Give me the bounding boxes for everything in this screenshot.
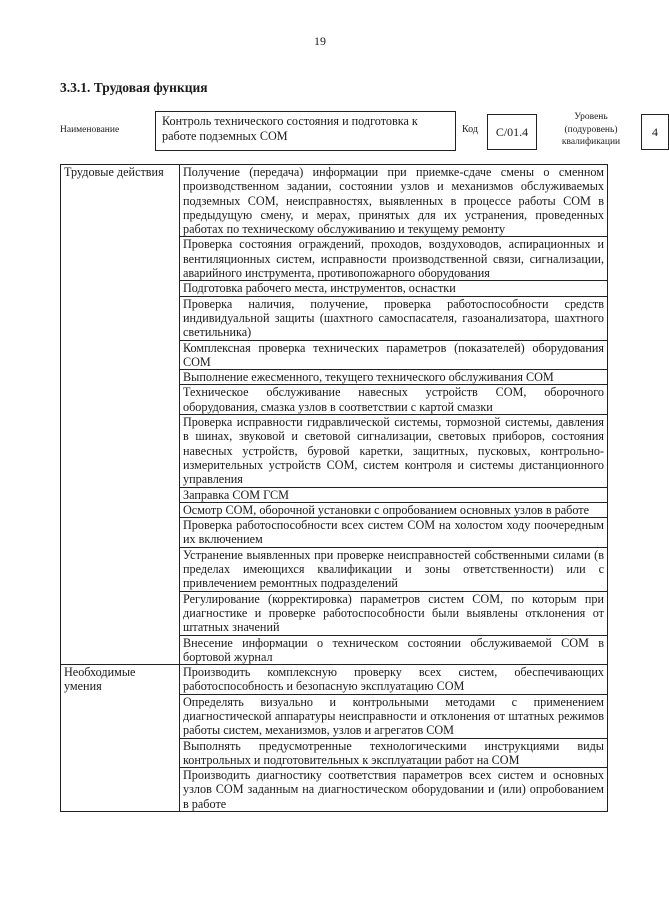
name-label: Наименование — [60, 125, 120, 135]
table-cell: Осмотр СОМ, оборочной установки с опробованием основных узлов в работе — [180, 502, 608, 517]
section-title: 3.3.1. Трудовая функция — [60, 80, 208, 95]
table-cell: Комплексная проверка технических параметров (показателей) оборудования СОМ — [180, 340, 608, 370]
table-cell: Проверка состояния ограждений, проходов, воздуховодов, аспирационных и вентиляционных систем, исправности производственной связи, сигнализации, аварийного инструмента, противопожарного оборудования — [180, 237, 608, 281]
table-cell: Производить комплексную проверку всех систем, обеспечивающих работоспособность и безопасную эксплуатацию СОМ — [180, 665, 608, 695]
code-value-box: С/01.4 — [487, 114, 537, 150]
table-cell: Проверка исправности гидравлической системы, тормозной системы, давления в шинах, звуковой и световой сигнализации, световых приборов, состояния навесных устройств, буровой каретки, защитных, пусковых, контрольно-измерительных устройств СОМ, систем контроля и системы дистанционного управления — [180, 415, 608, 487]
level-label-line: квалификации — [561, 137, 621, 147]
category-cell: Необходимые умения — [61, 665, 180, 812]
table-cell: Внесение информации о техническом состоянии обслуживаемой СОМ в бортовой журнал — [180, 635, 608, 665]
table-cell: Выполнение ежесменного, текущего технического обслуживания СОМ — [180, 370, 608, 385]
table-row — [61, 665, 608, 695]
table-cell: Заправка СОМ ГСМ — [180, 487, 608, 502]
qualification-level-label — [549, 111, 633, 149]
table-cell: Производить диагностику соответствия параметров всех систем и основных узлов СОМ заданным на диагностическом оборудовании и (или) опробованием в работе — [180, 768, 608, 812]
table-cell: Определять визуально и контрольными методами с применением диагностической аппаратуры неисправности и отклонения от штатных режимов работы систем, механизмов, узлов и агрегатов СОМ — [180, 694, 608, 738]
code-label: Код — [462, 124, 478, 135]
table-cell: Подготовка рабочего места, инструментов, оснастки — [180, 281, 608, 296]
function-table — [60, 164, 608, 812]
table-cell: Регулирование (корректировка) параметров систем СОМ, по которым при диагностике и проверке работоспособности были выявлены отклонения от штатных значений — [180, 591, 608, 635]
function-header — [60, 111, 658, 151]
level-value-box: 4 — [641, 114, 669, 150]
table-cell: Техническое обслуживание навесных устройств СОМ, оборочного оборудования, смазка узлов в соответствии с картой смазки — [180, 385, 608, 415]
level-label-line: Уровень — [574, 112, 608, 122]
table-row — [61, 165, 608, 237]
table-cell: Проверка наличия, получение, проверка работоспособности средств индивидуальной защиты (шахтного самоспасателя, газоанализатора, шахтного светильника) — [180, 296, 608, 340]
name-value-box: Контроль технического состояния и подготовка к работе подземных СОМ — [155, 111, 456, 151]
page-number: 19 — [314, 34, 326, 48]
table-cell: Устранение выявленных при проверке неисправностей собственными силами (в пределах имеющихся квалификации и зоны ответственности) или с привлечением ремонтных подразделений — [180, 547, 608, 591]
table-cell: Получение (передача) информации при приемке-сдаче смены о сменном производственном задании, состоянии узлов и механизмов обслуживаемых подземных СОМ, неисправностях, выявленных в процессе работы СОМ в предыдущую смену, и мерах, принятых для их устранения, проведенных работах по техническому обслуживанию и текущему ремонту — [180, 165, 608, 237]
category-cell: Трудовые действия — [61, 165, 180, 665]
table-cell: Проверка работоспособности всех систем СОМ на холостом ходу поочередным их включением — [180, 518, 608, 548]
level-label-line: (подуровень) — [564, 124, 618, 135]
table-cell: Выполнять предусмотренные технологическими инструкциями виды контрольных и подготовительных к эксплуатации работ на СОМ — [180, 738, 608, 768]
